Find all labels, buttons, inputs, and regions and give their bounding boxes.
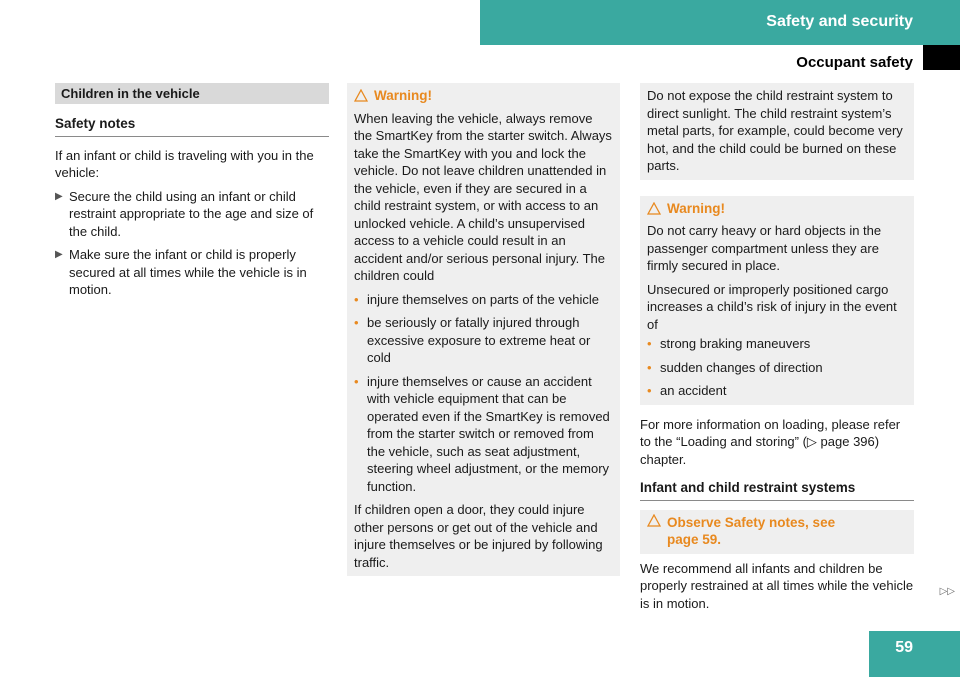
warning-triangle-icon xyxy=(354,89,374,107)
bullet-dot-icon: • xyxy=(354,373,359,389)
observe-title xyxy=(647,514,907,549)
warning-triangle-icon xyxy=(647,202,667,220)
warning-paragraph: If children open a door, they could injure other persons or get out of the vehicle and injure themselves or be injured by following traffic. xyxy=(354,502,603,570)
section-title: Safety and security xyxy=(766,13,913,30)
step-text: Make sure the infant or child is properly secured at all times while the vehicle is in motion. xyxy=(69,247,307,297)
bullet-text: injure themselves on parts of the vehicle xyxy=(367,291,599,307)
warning-paragraph: Do not carry heavy or hard objects in the passenger compartment unless they are firmly secured in place. xyxy=(647,223,882,273)
bullet-text: injure themselves or cause an accident with vehicle equipment that can be operated even if the SmartKey is removed from the starter switch or removed from the vehicle, such as seat adjustment, steering wheel adjustment, or the memory function. xyxy=(367,373,610,494)
bullet-dot-icon: • xyxy=(647,359,652,375)
bullet-item xyxy=(647,382,907,400)
warning-paragraph: Unsecured or improperly positioned cargo increases a child’s risk of injury in the event of xyxy=(647,281,897,332)
note-box-sunlight xyxy=(640,83,914,180)
column-1 xyxy=(55,83,329,305)
page-number-box xyxy=(869,631,960,677)
column-2 xyxy=(347,83,620,576)
header-tab-marker xyxy=(923,45,960,70)
bullet-item xyxy=(354,373,613,496)
info-text: For more information on loading, please refer to the “Loading and storing” (▷ page 396) chapter. xyxy=(640,416,901,467)
note-text: Do not expose the child restraint system to direct sunlight. The child restraint system’s metal parts, for example, could become very hot, and the child could be burned on these parts. xyxy=(647,88,903,173)
bullet-item xyxy=(354,291,613,309)
warning-title-text: Warning! xyxy=(374,88,432,103)
observe-link[interactable]: Observe Safety notes, see page 59. xyxy=(667,514,836,547)
step-text: Secure the child using an infant or child restraint appropriate to the age and size of the child. xyxy=(69,188,314,239)
intro-text: If an infant or child is traveling with you in the vehicle: xyxy=(55,147,314,180)
step-item xyxy=(55,246,329,299)
step-item xyxy=(55,188,329,241)
observe-box xyxy=(640,510,914,554)
step-arrow-icon: ▶ xyxy=(55,249,63,260)
section-band xyxy=(55,83,329,104)
warning-paragraph: When leaving the vehicle, always remove the SmartKey from the starter switch. Always take the SmartKey with you and lock the vehicle. Do not leave children unattended in the vehicle, even if they are secured in a child restraint system, or with access to an unlocked vehicle. A child’s unsupervised access to a vehicle could result in an accident and/or serious personal injury. The children could xyxy=(354,110,612,283)
section-band-label: Children in the vehicle xyxy=(61,86,200,101)
bullet-item xyxy=(354,314,613,367)
page-subtitle: Occupant safety xyxy=(796,54,913,71)
bullet-item xyxy=(647,335,907,353)
continue-arrow-icon: ▷▷ xyxy=(939,586,955,597)
bullet-text: be seriously or fatally injured through excessive exposure to extreme heat or cold xyxy=(367,315,591,365)
column-3 xyxy=(640,83,914,618)
warning-triangle-icon xyxy=(647,514,667,549)
bullet-dot-icon: • xyxy=(647,336,652,351)
bullet-text: strong braking maneuvers xyxy=(660,336,811,351)
bullet-text: sudden changes of direction xyxy=(660,359,823,375)
header-bar xyxy=(480,0,960,45)
safety-notes-heading: Safety notes xyxy=(55,115,329,137)
step-arrow-icon: ▶ xyxy=(55,190,63,202)
restraint-systems-heading: Infant and child restraint systems xyxy=(640,479,914,501)
recommend-text: We recommend all infants and children be properly restrained at all times while the vehicle is in motion. xyxy=(640,560,914,611)
warning-box-children xyxy=(347,83,620,576)
bullet-item xyxy=(647,359,907,377)
bullet-text: an accident xyxy=(660,383,727,398)
page-number: 59 xyxy=(895,639,913,656)
warning-title xyxy=(647,200,907,220)
warning-title-text: Warning! xyxy=(667,200,725,216)
bullet-dot-icon: • xyxy=(354,291,359,307)
warning-box-cargo xyxy=(640,196,914,405)
bullet-dot-icon: • xyxy=(354,315,359,330)
warning-title xyxy=(354,87,613,107)
bullet-dot-icon: • xyxy=(647,383,652,398)
